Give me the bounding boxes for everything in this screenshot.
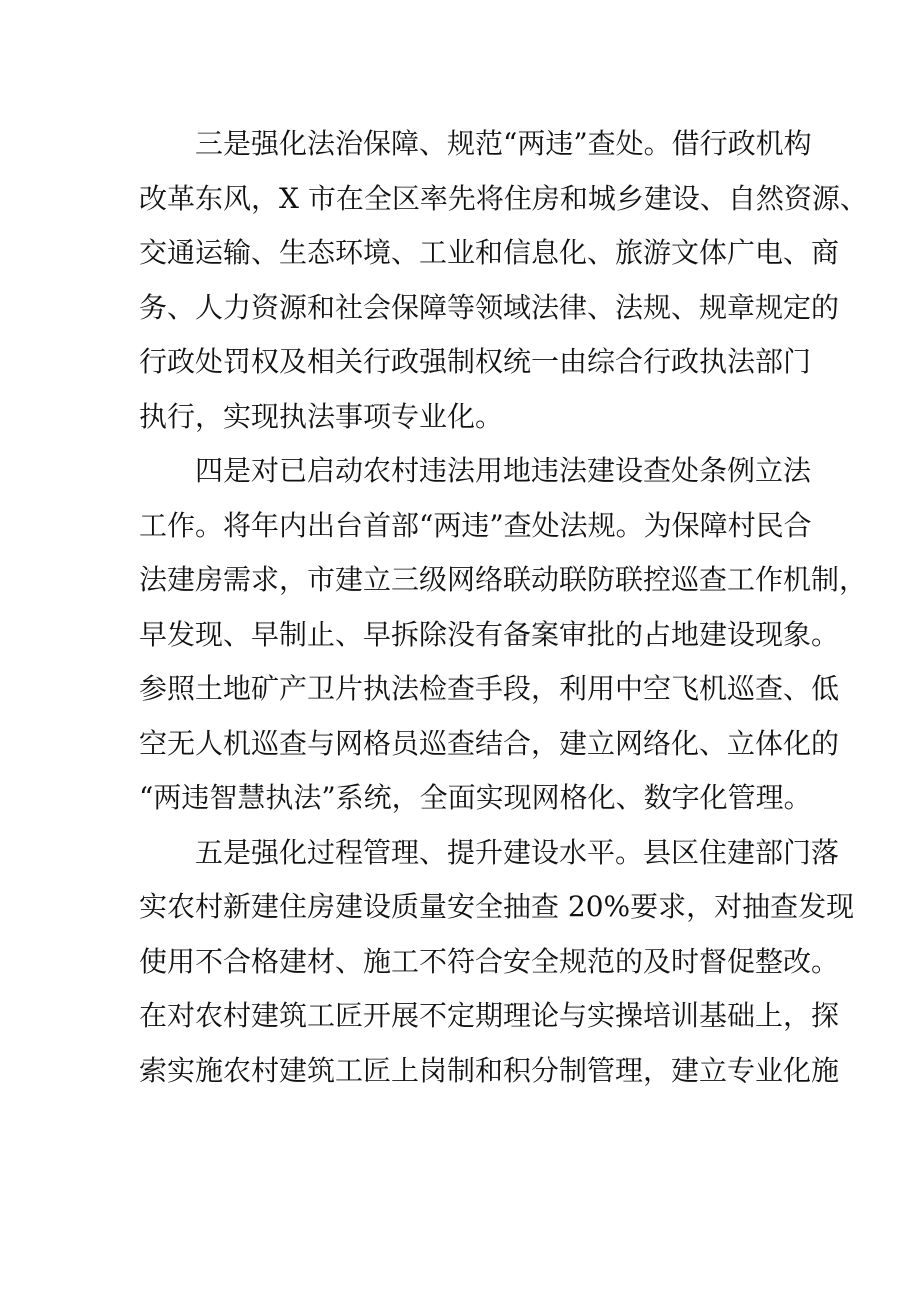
- text-line: 四是对已启动农村违法用地违法建设查处条例立法: [195, 454, 812, 487]
- text-line: “两违智慧执法”系统，全面实现网格化、数字化管理。: [139, 781, 812, 814]
- text-line: 工作。将年内出台首部“两违”查处法规。为保障村民合: [139, 508, 812, 542]
- text-line: 三是强化法治保障、规范“两违”查处。借行政机构: [195, 127, 812, 160]
- text-line: 在对农村建筑工匠开展不定期理论与实操培训基础上，探: [139, 999, 840, 1032]
- text-line: 索实施农村建筑工匠上岗制和积分制管理，建立专业化施: [139, 1053, 840, 1087]
- text-line: 使用不合格建材、施工不符合安全规范的及时督促整改。: [139, 944, 840, 978]
- text-line: 五是强化过程管理、提升建设水平。县区住建部门落: [195, 835, 840, 869]
- text-line: 参照土地矿产卫片执法检查手段，利用中空飞机巡查、低: [139, 672, 840, 705]
- text-line: 行政处罚权及相关行政强制权统一由综合行政执法部门: [139, 345, 812, 378]
- document-body: [139, 117, 868, 1098]
- paragraph-5: [139, 826, 855, 1099]
- text-line: 务、人力资源和社会保障等领域法律、法规、规章规定的: [139, 290, 840, 324]
- text-line: 法建房需求，市建立三级网络联动联防联控巡查工作机制，: [139, 563, 868, 596]
- paragraph-4: [139, 444, 868, 826]
- text-line: 早发现、早制止、早拆除没有备案审批的占地建设现象。: [139, 617, 840, 651]
- text-line: 实农村新建住房建设质量安全抽查 20%要求，对抽查发现: [139, 890, 855, 923]
- text-line: 交通运输、生态环境、工业和信息化、旅游文体广电、商: [139, 236, 840, 269]
- text-line: 空无人机巡查与网格员巡查结合，建立网络化、立体化的: [139, 726, 840, 760]
- text-line: 执行，实现执法事项专业化。: [139, 399, 504, 433]
- text-line: 改革东风，X 市在全区率先将住房和城乡建设、自然资源、: [139, 181, 868, 215]
- paragraph-3: [139, 117, 868, 444]
